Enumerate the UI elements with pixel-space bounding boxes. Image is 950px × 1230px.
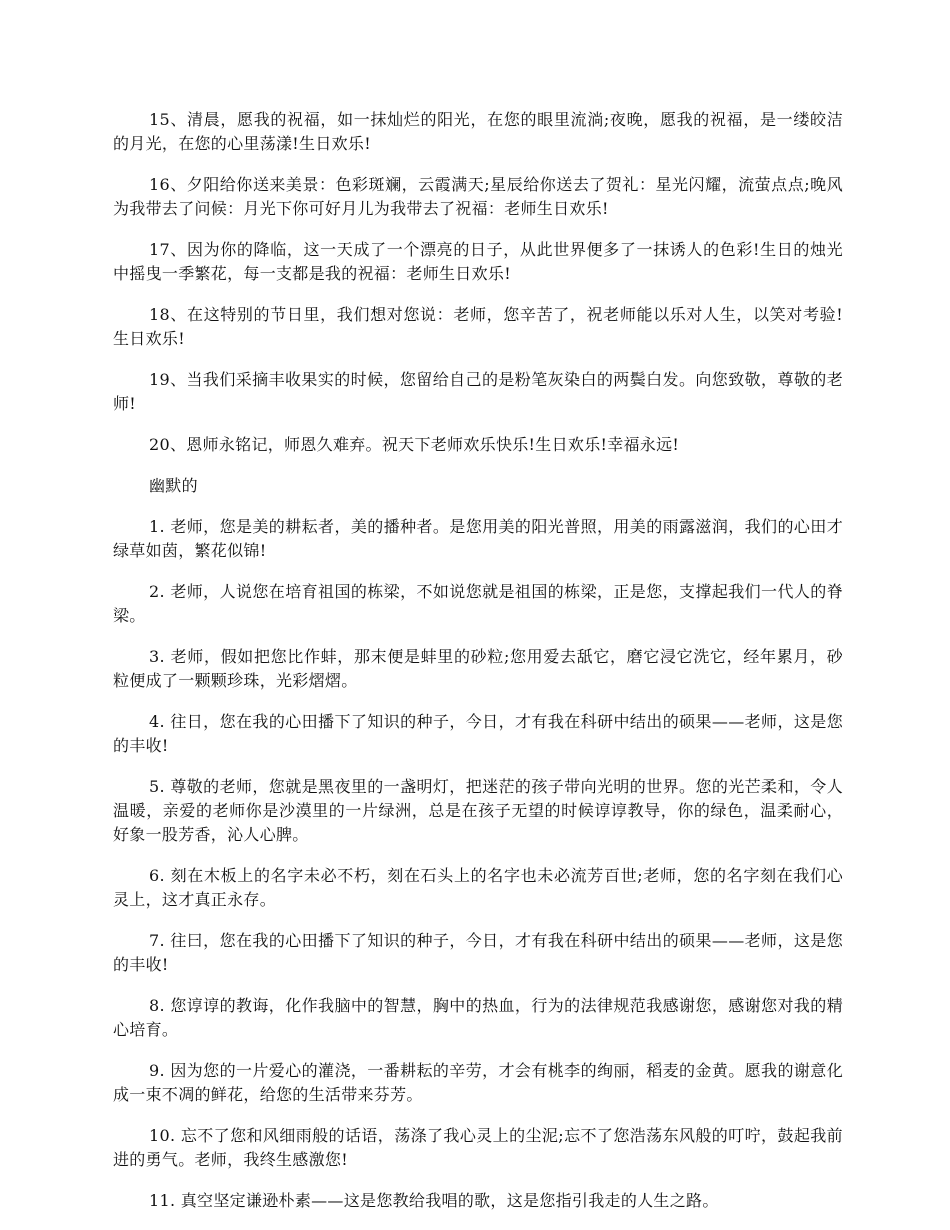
paragraph-18: 18、在这特别的节日里，我们想对您说：老师，您辛苦了，祝老师能以乐对人生，以笑对考验!生日欢乐!	[113, 305, 843, 348]
document-body	[113, 108, 843, 1230]
humor-item-5: 5. 尊敬的老师，您就是黑夜里的一盏明灯，把迷茫的孩子带向光明的世界。您的光芒柔和，令人温暖，亲爱的老师你是沙漠里的一片绿洲，总是在孩子无望的时候谆谆教导，你的绿色，温柔耐心，好象一股芳香，沁人心脾。	[113, 777, 843, 844]
paragraph-19: 19、当我们采摘丰收果实的时候，您留给自己的是粉笔灰染白的两鬓白发。向您致敬，尊敬的老师!	[113, 370, 843, 413]
paragraph-20: 20、恩师永铭记，师恩久难弃。祝天下老师欢乐快乐!生日欢乐!幸福永远!	[149, 435, 680, 454]
paragraph-16: 16、夕阳给你送来美景：色彩斑斓，云霞满天;星辰给你送去了贺礼：星光闪耀，流萤点点;晚风为我带去了问候：月光下你可好月儿为我带去了祝福：老师生日欢乐!	[113, 175, 843, 218]
section-heading-humorous: 幽默的	[149, 476, 198, 495]
humor-item-4: 4. 往日，您在我的心田播下了知识的种子，今日，才有我在科研中结出的硕果——老师，这是您的丰收!	[113, 712, 843, 755]
humor-item-9: 9. 因为您的一片爱心的灌浇，一番耕耘的辛劳，才会有桃李的绚丽，稻麦的金黄。愿我的谢意化成一束不凋的鲜花，给您的生活带来芬芳。	[113, 1061, 843, 1104]
humor-item-6: 6. 刻在木板上的名字未必不朽，刻在石头上的名字也未必流芳百世;老师，您的名字刻在我们心灵上，这才真正永存。	[113, 866, 843, 909]
paragraph-15: 15、清晨，愿我的祝福，如一抹灿烂的阳光，在您的眼里流淌;夜晚，愿我的祝福，是一缕皎洁的月光，在您的心里荡漾!生日欢乐!	[113, 110, 843, 153]
humor-item-8: 8. 您谆谆的教诲，化作我脑中的智慧，胸中的热血，行为的法律规范我感谢您，感谢您对我的精心培育。	[113, 996, 843, 1039]
paragraph-17: 17、因为你的降临，这一天成了一个漂亮的日子，从此世界便多了一抹诱人的色彩!生日的烛光中摇曳一季繁花，每一支都是我的祝福：老师生日欢乐!	[113, 240, 843, 283]
humor-item-2: 2. 老师，人说您在培育祖国的栋梁，不如说您就是祖国的栋梁，正是您，支撑起我们一代人的脊梁。	[113, 582, 843, 625]
humor-item-11: 11. 真空坚定谦逊朴素——这是您教给我唱的歌，这是您指引我走的人生之路。	[149, 1191, 719, 1210]
humor-item-10: 10. 忘不了您和风细雨般的话语，荡涤了我心灵上的尘泥;忘不了您浩荡东风般的叮咛，鼓起我前进的勇气。老师，我终生感激您!	[113, 1126, 843, 1169]
humor-item-7: 7. 往曰，您在我的心田播下了知识的种子，今日，才有我在科研中结出的硕果——老师，这是您的丰收!	[113, 931, 843, 974]
humor-item-3: 3. 老师，假如把您比作蚌，那末便是蚌里的砂粒;您用爱去舐它，磨它浸它洗它，经年累月，砂粒便成了一颗颗珍珠，光彩熠熠。	[113, 647, 843, 690]
humor-item-1: 1. 老师，您是美的耕耘者，美的播种者。是您用美的阳光普照，用美的雨露滋润，我们的心田才绿草如茵，繁花似锦!	[113, 517, 843, 560]
